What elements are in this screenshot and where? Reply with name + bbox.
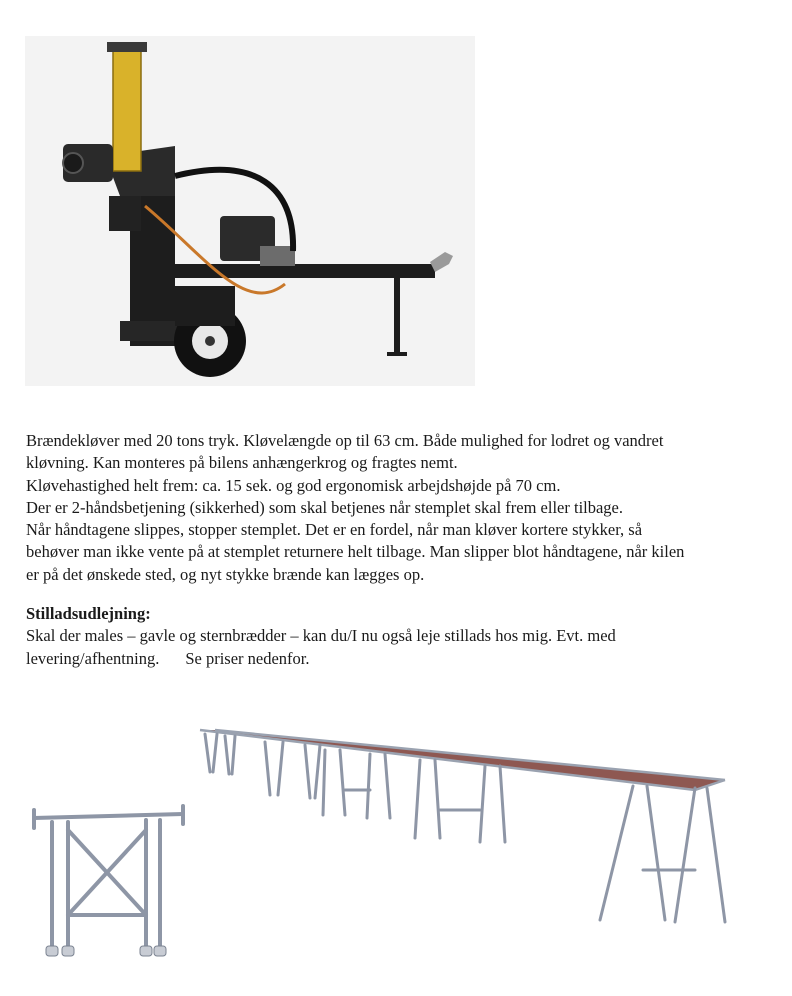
rental-line <box>26 648 781 670</box>
description-line: er på det ønskede sted, og nyt stykke brænde kan lægges op. <box>26 564 425 584</box>
scaffold-photo <box>195 720 735 935</box>
description-line: Der er 2-håndsbetjening (sikkerhed) som skal betjenes når stemplet skal frem eller tilbage. <box>26 497 624 517</box>
log-splitter-photo <box>25 36 475 386</box>
log-splitter-illustration <box>25 36 475 386</box>
description-line: kløvning. Kan monteres på bilens anhængerkrog og fragtes nemt. <box>26 453 458 473</box>
rental-heading: Stilladsudlejning: <box>26 604 151 623</box>
description-line: Kløvehastighed helt frem: ca. 15 sek. og god ergonomisk arbejdshøjde på 70 cm. <box>26 475 561 495</box>
price-note: Se priser nedenfor. <box>185 648 310 668</box>
trestle-illustration <box>18 800 193 965</box>
scaffold-rental-section <box>26 603 781 670</box>
splitter-description <box>26 430 781 586</box>
description-line: Brændekløver med 20 tons tryk. Kløvelængde op til 63 cm. Både mulighed for lodret og vandret <box>26 431 664 450</box>
scaffold-illustration <box>195 720 735 935</box>
rental-line: Skal der males – gavle og sternbrædder – kan du/I nu også leje stillads hos mig. Evt. med <box>26 626 616 646</box>
description-line: behøver man ikke vente på at stemplet returnere helt tilbage. Man slipper blot håndtagene, når kilen <box>26 542 685 562</box>
delivery-note: levering/afhentning. <box>26 648 160 668</box>
description-line: Når håndtagene slippes, stopper stemplet. Det er en fordel, når man kløver kortere stykker, så <box>26 520 643 540</box>
trestle-photo <box>18 800 193 965</box>
